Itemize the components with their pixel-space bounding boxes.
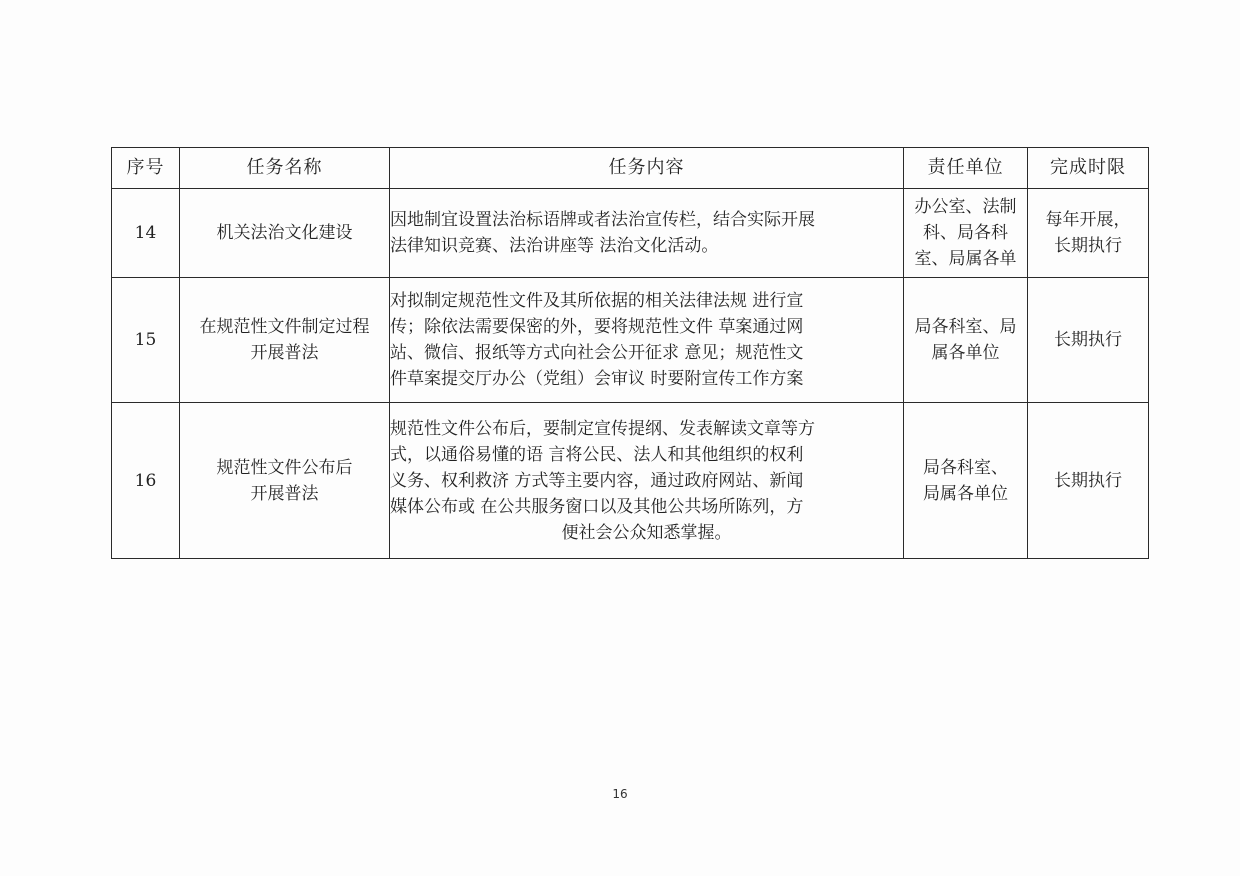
- cell-deadline: [1028, 189, 1149, 278]
- header-task-content: 任务内容: [390, 148, 904, 189]
- task-content-line: 义务、权利救济 方式等主要内容，通过政府网站、新闻: [390, 470, 804, 491]
- deadline-line: 长期执行: [1054, 236, 1122, 256]
- cell-responsible-unit: [904, 403, 1028, 559]
- task-content-line: 规范性文件公布后，要制定宣传提纲、发表解读文章等方: [390, 418, 815, 439]
- header-task-name: 任务名称: [180, 148, 390, 189]
- cell-no: 14: [112, 189, 180, 278]
- task-name-line: 开展普法: [250, 483, 319, 504]
- task-content-line: 便社会公众知悉掌握。: [561, 522, 732, 543]
- table-row: [112, 189, 1149, 278]
- task-content-line: 媒体公布或 在公共服务窗口以及其他公共场所陈列，方: [390, 496, 804, 517]
- deadline-line: 长期执行: [1054, 470, 1122, 491]
- cell-task-content: [390, 189, 904, 278]
- unit-line: 办公室、法制: [914, 197, 1017, 217]
- deadline-line: 每年开展，: [1045, 210, 1131, 230]
- cell-no: 15: [112, 278, 180, 403]
- header-deadline: 完成时限: [1028, 148, 1149, 189]
- cell-deadline: [1028, 403, 1149, 559]
- task-name-line: 规范性文件公布后: [216, 457, 353, 478]
- task-content-line: 因地制宜设置法治标语牌或者法治宣传栏，结合实际开展: [390, 210, 815, 230]
- unit-line: 室、局属各单: [914, 249, 1017, 269]
- header-no: 序号: [112, 148, 180, 189]
- task-name-line: 机关法治文化建设: [216, 223, 353, 243]
- cell-task-name: [180, 278, 390, 403]
- unit-line: 局各科室、: [923, 457, 1008, 478]
- task-content-line: 件草案提交厅办公（党组）会审议 时要附宣传工作方案: [390, 369, 804, 389]
- table-row: [112, 278, 1149, 403]
- task-content-line: 式，以通俗易懂的语 言将公民、法人和其他组织的权利: [390, 444, 804, 465]
- cell-no: 16: [112, 403, 180, 559]
- unit-line: 科、局各科: [923, 223, 1008, 243]
- unit-line: 属各单位: [931, 343, 1000, 363]
- task-content-line: 传；除依法需要保密的外，要将规范性文件 草案通过网: [390, 317, 804, 337]
- task-name-line: 开展普法: [250, 343, 319, 363]
- page-number: 16: [612, 787, 628, 801]
- header-responsible-unit: 责任单位: [904, 148, 1028, 189]
- task-table: [111, 147, 1149, 559]
- cell-task-content: [390, 403, 904, 559]
- unit-line: 局各科室、局: [914, 317, 1017, 337]
- task-content-line: 站、微信、报纸等方式向社会公开征求 意见；规范性文: [390, 343, 804, 363]
- table-header-row: [112, 148, 1149, 189]
- task-name-line: 在规范性文件制定过程: [199, 317, 370, 337]
- unit-line: 局属各单位: [923, 483, 1008, 504]
- cell-task-name: [180, 403, 390, 559]
- task-content-line: 对拟制定规范性文件及其所依据的相关法律法规 进行宣: [390, 291, 804, 311]
- cell-task-name: [180, 189, 390, 278]
- cell-task-content: [390, 278, 904, 403]
- table-row: [112, 403, 1149, 559]
- cell-deadline: [1028, 278, 1149, 403]
- cell-responsible-unit: [904, 278, 1028, 403]
- cell-responsible-unit: [904, 189, 1028, 278]
- deadline-line: 长期执行: [1054, 330, 1122, 350]
- task-content-line: 法律知识竞赛、法治讲座等 法治文化活动。: [390, 236, 719, 256]
